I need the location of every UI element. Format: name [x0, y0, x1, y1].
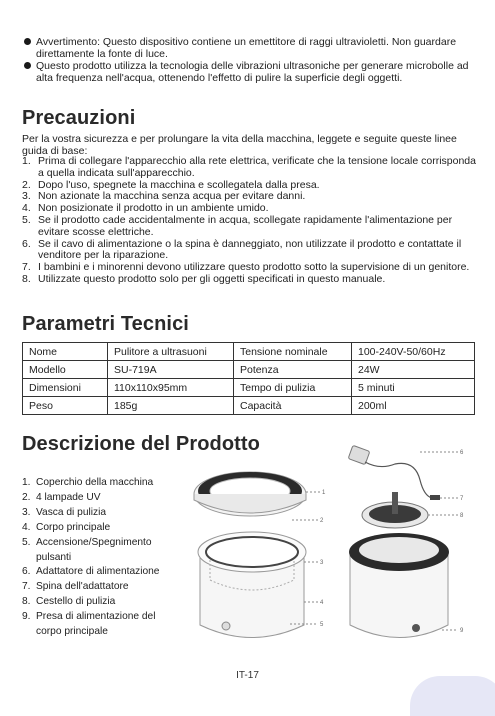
table-row — [23, 397, 475, 415]
callout-6: 6 — [460, 450, 464, 456]
table-cell: 110x110x95mm — [108, 379, 234, 397]
table-cell: Pulitore a ultrasuoni — [108, 343, 234, 361]
callout-9: 9 — [460, 628, 464, 634]
table-cell: 100-240V-50/60Hz — [352, 343, 475, 361]
table-cell: 5 minuti — [352, 379, 475, 397]
item-text: Vasca di pulizia — [36, 506, 107, 518]
item-number: 7. — [22, 581, 31, 593]
component-item — [22, 580, 182, 595]
table-cell: Tensione nominale — [234, 343, 352, 361]
page-number: IT-17 — [236, 670, 259, 681]
item-text: Prima di collegare l'apparecchio alla rete elettrica, verificate che la tensione locale corrisponda a quella indicata sull'apparecchio. — [38, 155, 476, 179]
item-number: 7. — [22, 261, 31, 274]
table-cell: Tempo di pulizia — [234, 379, 352, 397]
component-item — [22, 595, 182, 610]
precautions-heading: Precauzioni — [22, 107, 136, 129]
callout-8: 8 — [460, 513, 464, 519]
bullet-icon — [24, 62, 31, 69]
component-item — [22, 565, 182, 580]
bullet-icon — [24, 38, 31, 45]
item-number: 9. — [22, 611, 31, 623]
item-text: 4 lampade UV — [36, 491, 101, 503]
table-cell: 200ml — [352, 397, 475, 415]
item-number: 5. — [22, 213, 31, 226]
item-text: Dopo l'uso, spegnete la macchina e scollegatela dalla presa. — [38, 178, 320, 191]
item-text: Se il cavo di alimentazione o la spina è danneggiato, non utilizzate il prodotto e contattate il venditore per la riparazione. — [38, 237, 462, 262]
item-text: Accensione/Spegnimento pulsanti — [36, 536, 152, 563]
item-number: 8. — [22, 272, 31, 285]
table-cell: 185g — [108, 397, 234, 415]
table-row — [23, 379, 475, 397]
item-text: Spina dell'adattatore — [36, 581, 129, 593]
warning-item — [22, 60, 477, 84]
table-cell: Peso — [23, 397, 108, 415]
item-number: 3. — [22, 506, 31, 518]
component-item — [22, 491, 182, 506]
warning-text: Avvertimento: Questo dispositivo contiene un emettitore di raggi ultravioletti. Non guardare direttamente la fonte di luce. — [36, 36, 457, 60]
callout-3: 3 — [320, 560, 324, 566]
component-item — [22, 506, 182, 521]
item-text: Cestello di pulizia — [36, 596, 116, 608]
callout-4: 4 — [320, 600, 324, 606]
precaution-item — [22, 274, 477, 286]
warning-list — [22, 36, 477, 84]
warning-item — [22, 36, 477, 60]
product-diagram — [180, 440, 480, 655]
description-heading: Descrizione del Prodotto — [22, 433, 260, 455]
components-list — [22, 476, 182, 640]
table-cell: Modello — [23, 361, 108, 379]
item-number: 1. — [22, 155, 31, 167]
component-item — [22, 610, 182, 640]
precaution-item — [22, 239, 477, 263]
table-cell: SU-719A — [108, 361, 234, 379]
table-cell: Dimensioni — [23, 379, 108, 397]
specs-table — [22, 342, 475, 415]
power-adapter-drawing — [348, 445, 440, 500]
item-number: 6. — [22, 566, 31, 578]
item-number: 3. — [22, 190, 31, 203]
table-row — [23, 361, 475, 379]
component-item — [22, 476, 182, 491]
table-cell: 24W — [352, 361, 475, 379]
item-number: 1. — [22, 477, 31, 488]
callout-5: 5 — [320, 622, 324, 628]
item-text: Non azionate la macchina senza acqua per evitare danni. — [38, 190, 306, 203]
item-number: 6. — [22, 237, 31, 250]
machine-lid-drawing — [194, 472, 306, 516]
item-number: 5. — [22, 536, 31, 548]
table-row — [23, 343, 475, 361]
table-cell: Potenza — [234, 361, 352, 379]
item-number: 4. — [22, 202, 31, 215]
item-text: Adattatore di alimentazione — [36, 566, 160, 578]
corner-decoration — [410, 676, 495, 716]
table-cell: Capacità — [234, 397, 352, 415]
item-number: 4. — [22, 521, 31, 533]
item-text: Corpo principale — [36, 521, 111, 533]
body-rear-drawing — [349, 533, 449, 638]
callout-2: 2 — [320, 518, 324, 524]
precaution-item — [22, 156, 477, 180]
component-item — [22, 536, 182, 566]
item-number: 2. — [22, 491, 31, 503]
precaution-item — [22, 215, 477, 239]
specs-heading: Parametri Tecnici — [22, 313, 189, 335]
item-text: Se il prodotto cade accidentalmente in acqua, scollegate rapidamente l'alimentazione per evitare scosse elettriche. — [38, 213, 453, 238]
item-text: I bambini e i minorenni devono utilizzare questo prodotto sotto la supervisione di un genitore. — [38, 261, 470, 274]
component-item — [22, 521, 182, 536]
warning-text: Questo prodotto utilizza la tecnologia delle vibrazioni ultrasoniche per generare microbolle ad alta frequenza nell'acqua, ottenendo l'effetto di pulire la superficie degli oggetti. — [36, 60, 469, 84]
callout-1: 1 — [322, 490, 326, 496]
table-cell: Nome — [23, 343, 108, 361]
precautions-list — [22, 156, 477, 286]
item-text: Utilizzate questo prodotto solo per gli oggetti specificati in questo manuale. — [38, 272, 386, 285]
callout-7: 7 — [460, 496, 464, 502]
cleaning-basket-drawing — [362, 492, 428, 528]
item-number: 2. — [22, 178, 31, 191]
main-body-drawing — [198, 532, 306, 638]
item-text: Presa di alimentazione del corpo principale — [36, 611, 156, 638]
precautions-intro: Per la vostra sicurezza e per prolungare la vita della macchina, leggete e seguite queste linee guida di base: — [22, 133, 457, 157]
item-number: 8. — [22, 596, 31, 608]
item-text: Non posizionate il prodotto in un ambiente umido. — [38, 202, 269, 215]
item-text: Coperchio della macchina — [36, 477, 154, 488]
